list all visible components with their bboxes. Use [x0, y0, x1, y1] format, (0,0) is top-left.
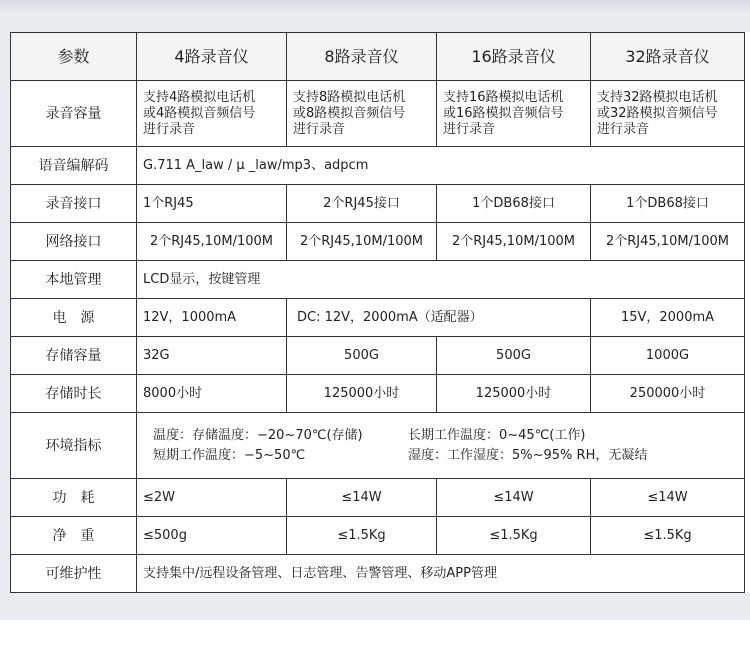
- cell-rec-port-8: 2个RJ45接口: [287, 185, 437, 223]
- capacity-16-line2: 或16路模拟音频信号: [443, 105, 564, 121]
- capacity-32-line3: 进行录音: [597, 121, 650, 137]
- header-param: 参数: [11, 33, 137, 81]
- env-humidity: 湿度：工作湿度：5%~95% RH，无凝结: [408, 447, 648, 463]
- capacity-8-line1: 支持8路模拟电话机: [293, 89, 406, 105]
- cell-duration-4: 8000小时: [137, 375, 287, 413]
- capacity-32-line2: 或32路模拟音频信号: [597, 105, 718, 121]
- cell-weight-8: ≤1.5Kg: [287, 517, 437, 555]
- cell-storage-8: 500G: [287, 337, 437, 375]
- row-power: [11, 299, 745, 337]
- header-row: [11, 33, 745, 81]
- cell-capacity-4: [137, 81, 287, 147]
- capacity-16-line1: 支持16路模拟电话机: [443, 89, 564, 105]
- spec-table: [10, 32, 745, 593]
- row-codec: [11, 147, 745, 185]
- cell-capacity-32: [591, 81, 745, 147]
- row-consumption: [11, 479, 745, 517]
- cell-duration-8: 125000小时: [287, 375, 437, 413]
- row-local-mgmt: [11, 261, 745, 299]
- cell-storage-4: 32G: [137, 337, 287, 375]
- cell-rec-port-4: 1个RJ45: [137, 185, 287, 223]
- label-codec: 语音编解码: [11, 147, 137, 185]
- cell-net-port-16: 2个RJ45,10M/100M: [437, 223, 591, 261]
- row-duration: [11, 375, 745, 413]
- capacity-4-line3: 进行录音: [143, 121, 196, 137]
- row-storage: [11, 337, 745, 375]
- header-8ch: 8路录音仪: [287, 33, 437, 81]
- header-32ch: 32路录音仪: [591, 33, 745, 81]
- cell-weight-32: ≤1.5Kg: [591, 517, 745, 555]
- cell-power-8-16: DC: 12V，2000mA（适配器）: [287, 299, 591, 337]
- env-long-temp: 长期工作温度：0~45℃(工作): [408, 427, 586, 443]
- label-maint: 可维护性: [11, 555, 137, 593]
- cell-storage-32: 1000G: [591, 337, 745, 375]
- cell-rec-port-32: 1个DB68接口: [591, 185, 745, 223]
- top-shadow: [0, 0, 750, 14]
- capacity-8-line2: 或8路模拟音频信号: [293, 105, 406, 121]
- env-short-temp: 短期工作温度：−5~50℃: [153, 447, 306, 463]
- cell-power-4: 12V，1000mA: [137, 299, 287, 337]
- capacity-4-line1: 支持4路模拟电话机: [143, 89, 256, 105]
- cell-consumption-16: ≤14W: [437, 479, 591, 517]
- cell-net-port-4: 2个RJ45,10M/100M: [137, 223, 287, 261]
- cell-weight-16: ≤1.5Kg: [437, 517, 591, 555]
- cell-consumption-8: ≤14W: [287, 479, 437, 517]
- cell-net-port-32: 2个RJ45,10M/100M: [591, 223, 745, 261]
- label-net-port: 网络接口: [11, 223, 137, 261]
- cell-net-port-8: 2个RJ45,10M/100M: [287, 223, 437, 261]
- cell-rec-port-16: 1个DB68接口: [437, 185, 591, 223]
- cell-duration-16: 125000小时: [437, 375, 591, 413]
- capacity-8-line3: 进行录音: [293, 121, 346, 137]
- label-weight: 净 重: [11, 517, 137, 555]
- row-capacity: [11, 81, 745, 147]
- label-rec-port: 录音接口: [11, 185, 137, 223]
- capacity-32-line1: 支持32路模拟电话机: [597, 89, 718, 105]
- row-env: [11, 413, 745, 479]
- label-storage: 存储容量: [11, 337, 137, 375]
- value-env: [137, 413, 745, 479]
- cell-duration-32: 250000小时: [591, 375, 745, 413]
- env-storage-temp: 温度：存储温度：−20~70℃(存储): [153, 427, 363, 443]
- label-env: 环境指标: [11, 413, 137, 479]
- row-maint: [11, 555, 745, 593]
- row-rec-port: [11, 185, 745, 223]
- label-local-mgmt: 本地管理: [11, 261, 137, 299]
- header-4ch: 4路录音仪: [137, 33, 287, 81]
- label-capacity: 录音容量: [11, 81, 137, 147]
- cell-consumption-4: ≤2W: [137, 479, 287, 517]
- label-duration: 存储时长: [11, 375, 137, 413]
- capacity-4-line2: 或4路模拟音频信号: [143, 105, 256, 121]
- row-weight: [11, 517, 745, 555]
- row-net-port: [11, 223, 745, 261]
- value-maint: 支持集中/远程设备管理、日志管理、告警管理、移动APP管理: [137, 555, 745, 593]
- cell-weight-4: ≤500g: [137, 517, 287, 555]
- cell-capacity-8: [287, 81, 437, 147]
- cell-capacity-16: [437, 81, 591, 147]
- label-power: 电 源: [11, 299, 137, 337]
- cell-power-32: 15V，2000mA: [591, 299, 745, 337]
- header-16ch: 16路录音仪: [437, 33, 591, 81]
- label-consumption: 功 耗: [11, 479, 137, 517]
- value-codec: G.711 A_law / μ _law/mp3、adpcm: [137, 147, 745, 185]
- capacity-16-line3: 进行录音: [443, 121, 496, 137]
- cell-consumption-32: ≤14W: [591, 479, 745, 517]
- value-local-mgmt: LCD显示，按键管理: [137, 261, 745, 299]
- cell-storage-16: 500G: [437, 337, 591, 375]
